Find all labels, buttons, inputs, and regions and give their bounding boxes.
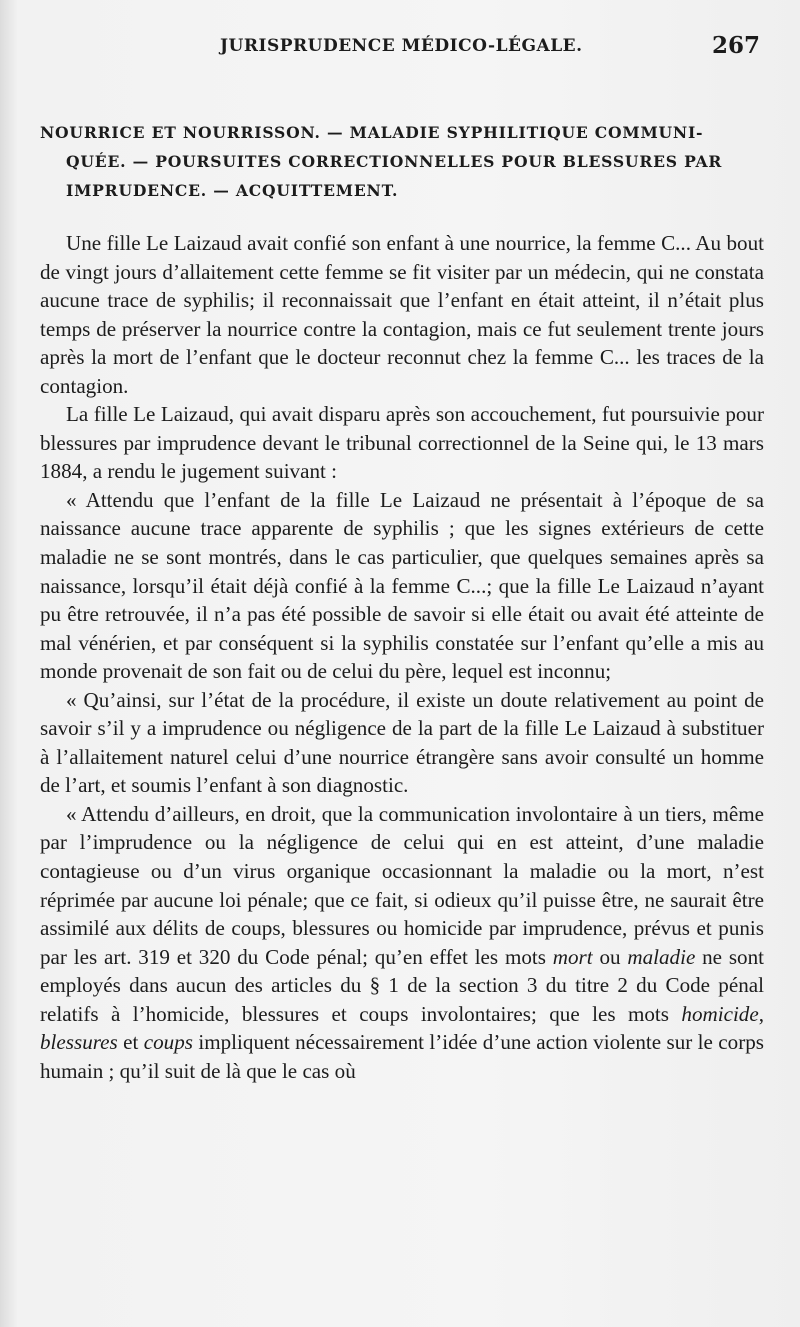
italic-word-blessures: blessures (40, 1030, 118, 1055)
italic-word-mort: mort (552, 944, 593, 969)
running-title: JURISPRUDENCE MÉDICO-LÉGALE. (220, 36, 583, 56)
page-number: 267 (711, 32, 760, 59)
italic-word-homicide: homicide (681, 1001, 759, 1026)
heading-line-2: QUÉE. — POURSUITES CORRECTIONNELLES POUR BLESSURES PAR (66, 152, 723, 171)
body-text (40, 229, 764, 1085)
text-run: impliquent nécessairement l’idée d’une action violente sur le corps humain ; qu’il suit de là que le cas où (40, 1030, 764, 1083)
paragraph-case-summary: Une fille Le Laizaud avait confié son enfant à une nourrice, la femme C... Au bout de vingt jours d’allaitement cette femme se fit visiter par un médecin, qui ne constata aucune trace de syphilis; il reconnaissait que l’enfant en était atteint, il n’était plus temps de préserver la nourrice contre la contagion, mais ce fut seulement trente jours après la mort de l’enfant que le docteur reconnut chez la femme C... les traces de la contagion. (40, 231, 764, 398)
text-run: ou (592, 944, 628, 969)
text-run: ne sont employés dans aucun des articles du § 1 de la section 3 du titre 2 du Code pénal relatifs à l’homicide, blessures et coups involontaires; que les mots (40, 944, 765, 1026)
paragraph-prosecution: La fille Le Laizaud, qui avait disparu après son accouchement, fut poursuivie pour blessures par imprudence devant le tribunal correctionnel de la Seine qui, le 13 mars 1884, a rendu le jugement suivant : (40, 402, 764, 484)
paragraph-judgment-quainsi: « Qu’ainsi, sur l’état de la procédure, il existe un doute relativement au point de savoir s’il y a imprudence ou négligence de la part de la fille Le Laizaud à substituer à l’allaitement naturel celui d’une nourrice étrangère sans avoir consulté un homme de l’art, et soumis l’enfant à son diagnostic. (40, 687, 764, 798)
heading-line-3: IMPRUDENCE. — ACQUITTEMENT. (66, 181, 399, 200)
running-head (40, 32, 764, 66)
italic-word-coups: coups (143, 1030, 193, 1055)
paragraph-judgment-attendu-1: « Attendu que l’enfant de la fille Le Laizaud ne présentait à l’époque de sa naissance aucune trace apparente de syphilis ; que les signes extérieurs de cette maladie ne se sont montrés, dans le cas particulier, que quelques semaines après sa naissance, lorsqu’il était déjà confié à la femme C...; que la fille Le Laizaud n’ayant pu être retrouvée, il n’a pas été possible de savoir si elle était ou avait été atteinte de mal vénérien, et par conséquent si la syphilis constatée sur l’enfant qu’elle a mis au monde provenait de son fait ou de celui du père, lequel est inconnu; (40, 487, 764, 684)
text-run: , (758, 1001, 764, 1026)
section-heading (40, 118, 764, 205)
italic-word-maladie: maladie (627, 944, 696, 969)
text-run: et (117, 1030, 144, 1055)
heading-line-1: NOURRICE ET NOURRISSON. — MALADIE SYPHILITIQUE COMMUNI- (40, 123, 704, 142)
text-run: « Attendu d’ailleurs, en droit, que la communication involontaire à un tiers, même par l’imprudence ou la négligence de celui qui en est atteint, d’une maladie contagieuse ou d’un virus organique occasionnant la maladie ou la mort, n’est réprimée par aucune loi pénale; que ce fait, si odieux qu’il puisse être, ne saurait être assimilé aux délits de coups, blessures ou homicide par imprudence, prévus et punis par les art. 319 et 320 du Code pénal; qu’en effet les mots (40, 801, 764, 969)
paragraph-judgment-attendu-2 (40, 800, 764, 1085)
